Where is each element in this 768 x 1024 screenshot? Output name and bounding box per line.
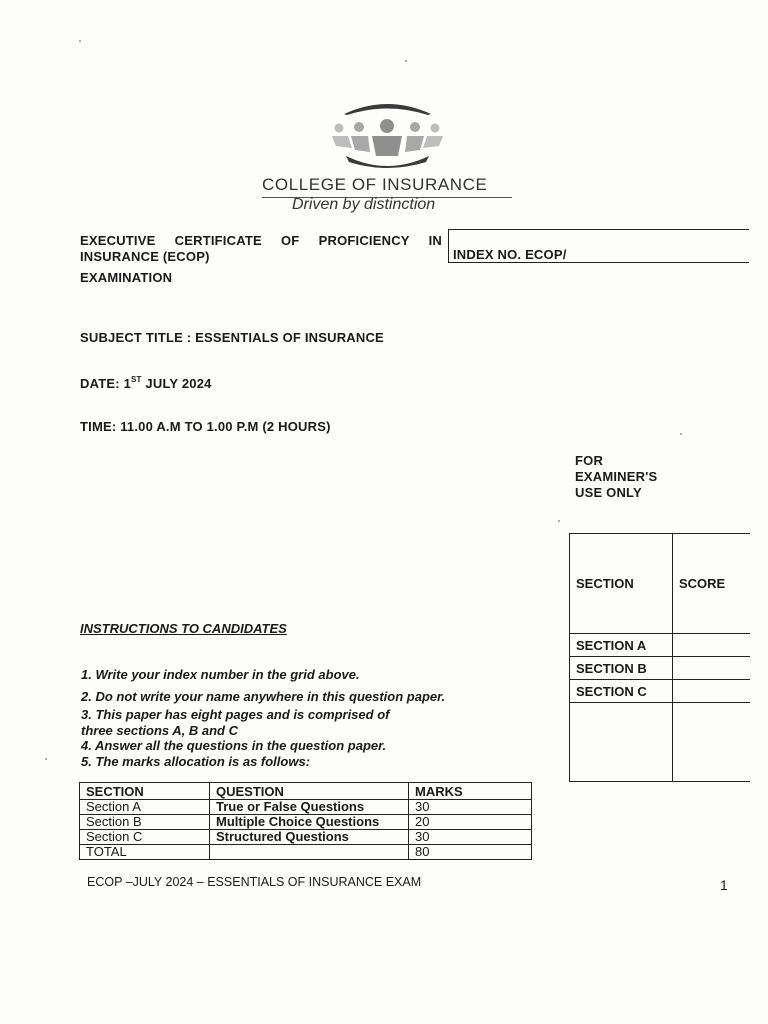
certificate-title-line-3: EXAMINATION bbox=[80, 270, 173, 285]
marks-header-marks: MARKS bbox=[409, 783, 532, 800]
college-logo bbox=[330, 100, 445, 172]
examiner-note-line: FOR bbox=[575, 453, 604, 468]
marks-cell-section: Section B bbox=[80, 815, 210, 830]
table-row bbox=[80, 815, 532, 830]
instruction-item: 4. Answer all the questions in the question paper. bbox=[81, 738, 387, 753]
index-number-label: INDEX NO. ECOP/ bbox=[453, 247, 567, 262]
marks-header-question: QUESTION bbox=[210, 783, 409, 800]
marks-cell-marks: 30 bbox=[409, 800, 532, 815]
score-cell-b[interactable] bbox=[673, 657, 750, 680]
instruction-item: 5. The marks allocation is as follows: bbox=[81, 754, 311, 769]
instructions-heading: INSTRUCTIONS TO CANDIDATES bbox=[80, 621, 287, 636]
marks-allocation-table bbox=[79, 782, 532, 860]
marks-cell-question: Structured Questions bbox=[210, 830, 409, 845]
instruction-item: 3. This paper has eight pages and is comprised of bbox=[81, 707, 390, 722]
scan-speck bbox=[79, 40, 81, 42]
examiner-note bbox=[575, 453, 657, 501]
marks-cell-section: TOTAL bbox=[80, 845, 210, 860]
marks-cell-section: Section C bbox=[80, 830, 210, 845]
college-name: COLLEGE OF INSURANCE bbox=[262, 175, 512, 198]
score-cell-total[interactable] bbox=[673, 703, 750, 782]
marks-header-section: SECTION bbox=[80, 783, 210, 800]
marks-cell-question: True or False Questions bbox=[210, 800, 409, 815]
marks-cell-marks: 20 bbox=[409, 815, 532, 830]
examiner-header-section: SECTION bbox=[570, 534, 673, 634]
page-number: 1 bbox=[720, 877, 728, 893]
examiner-total-label-cell bbox=[570, 703, 673, 782]
examiner-row-section-a: SECTION A bbox=[570, 634, 673, 657]
score-cell-c[interactable] bbox=[673, 680, 750, 703]
marks-cell-question bbox=[210, 845, 409, 860]
date-superscript: ST bbox=[131, 375, 142, 384]
marks-table-header-row bbox=[80, 783, 532, 800]
examiner-note-line: EXAMINER'S bbox=[575, 469, 658, 484]
marks-cell-marks: 80 bbox=[409, 845, 532, 860]
instruction-item-continued: three sections A, B and C bbox=[81, 723, 238, 738]
scan-speck bbox=[680, 433, 682, 435]
exam-time: TIME: 11.00 A.M TO 1.00 P.M (2 HOURS) bbox=[80, 419, 331, 434]
certificate-title-line-2: INSURANCE (ECOP) bbox=[80, 249, 210, 264]
table-row-total bbox=[80, 845, 532, 860]
date-prefix: DATE: 1 bbox=[80, 376, 131, 391]
marks-cell-section: Section A bbox=[80, 800, 210, 815]
page-footer: ECOP –JULY 2024 – ESSENTIALS OF INSURANCE EXAM bbox=[87, 875, 422, 889]
table-row bbox=[80, 800, 532, 815]
examiner-note-line: USE ONLY bbox=[575, 485, 642, 500]
marks-cell-marks: 30 bbox=[409, 830, 532, 845]
examiner-header-score: SCORE bbox=[673, 534, 750, 634]
examiner-row-section-c: SECTION C bbox=[570, 680, 673, 703]
scan-speck bbox=[558, 520, 560, 522]
examiner-score-table bbox=[569, 533, 750, 782]
marks-cell-question: Multiple Choice Questions bbox=[210, 815, 409, 830]
scan-speck bbox=[405, 60, 407, 62]
college-tagline: Driven by distinction bbox=[292, 196, 436, 213]
scan-speck bbox=[45, 758, 47, 760]
score-cell-a[interactable] bbox=[673, 634, 750, 657]
exam-date bbox=[80, 375, 212, 391]
table-row bbox=[80, 830, 532, 845]
subject-title: SUBJECT TITLE : ESSENTIALS OF INSURANCE bbox=[80, 330, 384, 345]
date-suffix: JULY 2024 bbox=[141, 376, 212, 391]
instruction-item: 2. Do not write your name anywhere in this question paper. bbox=[81, 689, 446, 704]
instruction-item: 1. Write your index number in the grid above. bbox=[81, 667, 360, 682]
examiner-row-section-b: SECTION B bbox=[570, 657, 673, 680]
certificate-title-line-1: EXECUTIVE CERTIFICATE OF PROFICIENCY IN bbox=[80, 233, 442, 248]
